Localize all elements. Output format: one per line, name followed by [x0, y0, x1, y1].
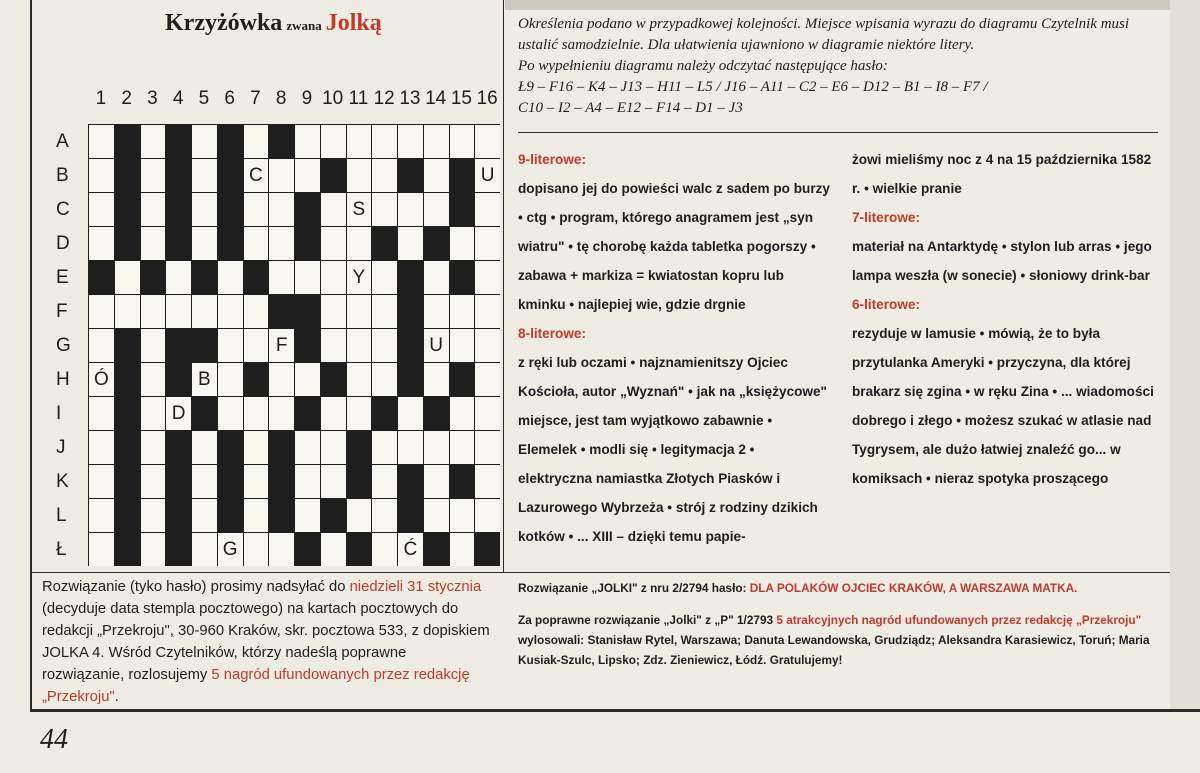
grid-cell-black: [424, 533, 449, 566]
grid-cell: [347, 125, 372, 158]
grid-cell: [398, 431, 423, 464]
grid-cell-black: [115, 465, 140, 498]
grid-cell-black: [115, 397, 140, 430]
grid-cell: [321, 193, 346, 226]
grid-cell-black: [398, 499, 423, 532]
column-label: 7: [250, 88, 261, 109]
column-label: 5: [198, 88, 210, 109]
grid-cell: [372, 329, 397, 362]
grid-cell: [321, 465, 346, 498]
grid-cell-letter: U: [424, 329, 449, 362]
grid-cell: [244, 295, 269, 328]
grid-cell: [218, 261, 243, 294]
grid-cell: [450, 125, 475, 158]
grid-cell: [141, 193, 166, 226]
grid-cell: [244, 227, 269, 260]
clues-7-letter: materiał na Antarktydę • stylon lub arras • jego lampa weszła (w sonecie) • słoniowy drink-bar: [852, 239, 1152, 283]
grid-cell: [475, 363, 500, 396]
grid-cell: [450, 295, 475, 328]
grid-cell-black: [141, 261, 166, 294]
solution-answer: DLA POLAKÓW OJCIEC KRAKÓW, A WARSZAWA MATKA.: [749, 581, 1078, 595]
grid-cell: [450, 499, 475, 532]
intro-line-2: Po wypełnieniu diagramu należy odczytać następujące hasło:: [518, 58, 888, 74]
grid-cell-letter: U: [475, 159, 500, 192]
grid-cell: [398, 125, 423, 158]
deadline: niedzieli 31 stycznia: [349, 579, 482, 595]
grid-cell: [244, 533, 269, 566]
grid-cell: [424, 431, 449, 464]
grid-cell: [347, 363, 372, 396]
grid-cell: [166, 295, 191, 328]
grid-cell-black: [424, 227, 449, 260]
grid-cell: [192, 499, 217, 532]
grid-cell-black: [450, 193, 475, 226]
title-accent: Jolką: [325, 10, 382, 36]
winners-list: wylosowali: Stanisław Rytel, Warszawa; Danuta Lewandowska, Grudziądz; Aleksandra Karasiewicz, Toruń; Maria Kusiak-Szulc, Lipsko; Zdz. Zieniewicz, Łódź. Gratulujemy!: [518, 633, 1150, 667]
clues-column-1: [518, 145, 830, 551]
grid-cell: [89, 465, 114, 498]
grid-cell: [269, 159, 294, 192]
column-label: 13: [399, 88, 421, 109]
grid-cell: [269, 397, 294, 430]
grid-cell: [372, 125, 397, 158]
column-label: 11: [348, 88, 369, 109]
row-label: C: [56, 199, 70, 220]
page-number: 44: [40, 724, 68, 755]
grid-cell-black: [450, 363, 475, 396]
grid-cell: [450, 533, 475, 566]
grid-cell-black: [450, 465, 475, 498]
grid-cell-black: [347, 431, 372, 464]
grid-cell-black: [89, 261, 114, 294]
grid-cell-black: [192, 261, 217, 294]
grid-cell: [295, 431, 320, 464]
grid-cell: [372, 261, 397, 294]
grid-cell-black: [115, 499, 140, 532]
grid-cell: [347, 227, 372, 260]
grid-cell: [347, 397, 372, 430]
grid-cell: [192, 431, 217, 464]
grid-cell-black: [115, 159, 140, 192]
column-label: 3: [147, 88, 158, 109]
grid-cell-black: [192, 397, 217, 430]
grid-cell-black: [398, 363, 423, 396]
grid-cell-black: [398, 465, 423, 498]
grid-cell-black: [115, 431, 140, 464]
grid-cell: [269, 193, 294, 226]
column-label: 6: [224, 88, 235, 109]
grid-cell: [192, 465, 217, 498]
grid-cell-black: [166, 193, 191, 226]
grid-cell-black: [269, 465, 294, 498]
grid-cell-black: [269, 431, 294, 464]
grid-cell: [372, 431, 397, 464]
grid-cell: [475, 465, 500, 498]
grid-cell-letter: D: [166, 397, 191, 430]
grid-cell-letter: F: [269, 329, 294, 362]
grid-cell: [372, 295, 397, 328]
column-label: 4: [172, 88, 184, 109]
grid-cell-black: [115, 125, 140, 158]
grid-cell: [424, 125, 449, 158]
clues-9-letter-continued: żowi mieliśmy noc z 4 na 15 października 1582 r. • wielkie pranie: [852, 152, 1152, 196]
grid-cell: [141, 397, 166, 430]
header-7-letter: 7-literowe:: [852, 210, 920, 225]
grid-cell-black: [398, 329, 423, 362]
grid-cell: [141, 499, 166, 532]
grid-cell: [192, 295, 217, 328]
grid-cell: [141, 363, 166, 396]
grid-cell-black: [192, 329, 217, 362]
grid-cell-black: [166, 125, 191, 158]
solution-label: Rozwiązanie „JOLKI" z nru 2/2794 hasło:: [518, 581, 750, 595]
grid-cell-black: [295, 533, 320, 566]
grid-cell: [295, 499, 320, 532]
crossword-title: [165, 10, 382, 37]
grid-cell: [141, 125, 166, 158]
grid-cell: [424, 159, 449, 192]
grid-cell-black: [475, 533, 500, 566]
instructions-text-1: Rozwiązanie (tyko hasło) prosimy nadsyłać do: [42, 579, 350, 595]
grid-cell-black: [218, 193, 243, 226]
column-label: 1: [95, 88, 107, 109]
row-label: I: [56, 403, 62, 424]
grid-cell: [321, 533, 346, 566]
grid-cell-black: [218, 499, 243, 532]
winners-prize: 5 atrakcyjnych nagród ufundowanych przez redakcję „Przekroju": [776, 613, 1142, 627]
divider-top: [518, 132, 1158, 133]
grid-cell-black: [372, 397, 397, 430]
grid-cell: [244, 431, 269, 464]
instructions-text-3: .: [114, 689, 119, 705]
grid-cell: [89, 159, 114, 192]
grid-cell: [89, 193, 114, 226]
grid-cell-black: [295, 295, 320, 328]
instructions-text-2: (decyduje data stempla pocztowego) na kartach pocztowych do redakcji „Przekroju", 30-960 Kraków, skr. pocztowa 533, z dopiskiem JOLKA 4. Wśród Czytelników, którzy nadeślą poprawne rozwiązanie, rozlosujemy: [42, 601, 490, 683]
intro-line-4: C10 – I2 – A4 – E12 – F14 – D1 – J3: [518, 100, 743, 116]
grid-cell: [347, 329, 372, 362]
grid-cell-black: [166, 363, 191, 396]
grid-cell: [347, 159, 372, 192]
grid-cell-black: [372, 227, 397, 260]
column-label: 12: [373, 88, 395, 109]
grid-cell: [475, 227, 500, 260]
grid-cell: [166, 261, 191, 294]
grid-cell: [141, 159, 166, 192]
grid-cell-black: [218, 431, 243, 464]
grid-cell-black: [218, 159, 243, 192]
prizes-note: 5 nagród ufundowanych przez redakcję „Przekroju": [42, 667, 470, 705]
grid-cell: [192, 159, 217, 192]
grid-cell: [244, 465, 269, 498]
grid-cell: [192, 533, 217, 566]
grid-cell: [475, 295, 500, 328]
grid-cell-black: [218, 125, 243, 158]
row-label: D: [56, 233, 70, 254]
clues-9-letter: dopisano jej do powieści walc z sadem po burzy • ctg • program, którego anagramem jest „syn wiatru" • tę chorobę każda tabletka pogorszy • zabawa + markiza = kwiatostan kopru lub kminku • najlepiej wie, gdzie drgnie: [518, 181, 830, 312]
grid-cell: [347, 295, 372, 328]
grid-cell: [321, 261, 346, 294]
grid-cell: [295, 465, 320, 498]
grid-cell-letter: Ó: [89, 363, 114, 396]
instructions-intro: [518, 14, 1158, 119]
grid-cell: [295, 261, 320, 294]
grid-cell-black: [218, 227, 243, 260]
grid-cell: [244, 397, 269, 430]
grid-cell-black: [166, 465, 191, 498]
row-label: A: [56, 131, 69, 152]
grid-cell-letter: G: [218, 533, 243, 566]
column-label: 2: [121, 88, 132, 109]
grid-cell: [450, 431, 475, 464]
crossword-grid: [88, 124, 500, 566]
column-label: 8: [275, 88, 287, 109]
grid-cell: [295, 363, 320, 396]
grid-cell: [141, 329, 166, 362]
grid-cell-black: [398, 261, 423, 294]
grid-cell-black: [295, 397, 320, 430]
grid-cell: [89, 397, 114, 430]
grid-cell: [372, 363, 397, 396]
winners-line: [518, 610, 1158, 670]
grid-cell: [115, 261, 140, 294]
grid-cell: [89, 431, 114, 464]
row-label: E: [56, 267, 69, 288]
grid-cell-letter: S: [347, 193, 372, 226]
grid-cell: [269, 261, 294, 294]
row-label: Ł: [56, 539, 67, 560]
grid-cell-black: [166, 533, 191, 566]
grid-cell: [218, 397, 243, 430]
grid-cell: [450, 397, 475, 430]
grid-cell: [192, 193, 217, 226]
grid-cell-black: [398, 295, 423, 328]
grid-cell: [269, 227, 294, 260]
grid-cell-black: [115, 533, 140, 566]
row-label: J: [56, 437, 66, 458]
grid-cell-black: [166, 329, 191, 362]
previous-solution: [518, 578, 1158, 670]
grid-cell: [372, 193, 397, 226]
grid-cell: [424, 363, 449, 396]
grid-cell: [89, 295, 114, 328]
grid-cell: [89, 227, 114, 260]
title-main: Krzyżówka: [165, 10, 283, 36]
grid-cell: [424, 465, 449, 498]
grid-cell-black: [295, 227, 320, 260]
grid-cell-black: [166, 159, 191, 192]
header-6-letter: 6-literowe:: [852, 297, 920, 312]
grid-cell: [372, 533, 397, 566]
grid-cell: [218, 329, 243, 362]
grid-cell-black: [115, 363, 140, 396]
submission-instructions: [42, 576, 492, 708]
grid-cell: [244, 125, 269, 158]
grid-cell-black: [269, 295, 294, 328]
row-label: B: [56, 165, 69, 186]
grid-cell-black: [269, 499, 294, 532]
grid-cell: [244, 329, 269, 362]
grid-cell-black: [450, 261, 475, 294]
grid-cell-black: [347, 465, 372, 498]
grid-cell: [372, 159, 397, 192]
grid-cell: [269, 533, 294, 566]
clues-6-letter: rezyduje w lamusie • mówią, że to była przytulanka Ameryki • przyczyna, dla której brakarz się zgina • w ręku Zina • ... wiadomości dobrego i złego • możesz szukać w atlasie nad Tygrysem, ale dużo łatwiej znaleźć go... w komiksach • nieraz spotyka proszącego: [852, 326, 1154, 486]
intro-line-1: Określenia podano w przypadkowej kolejności. Miejsce wpisania wyrazu do diagramu Czytelnik musi ustalić samodzielnie. Dla ułatwienia ujawniono w diagramie niektóre litery.: [518, 16, 1130, 53]
grid-cell: [372, 465, 397, 498]
grid-cell: [475, 499, 500, 532]
grid-cell: [475, 431, 500, 464]
grid-cell: [475, 397, 500, 430]
grid-cell: [475, 329, 500, 362]
header-8-letter: 8-literowe:: [518, 326, 586, 341]
grid-cell-black: [115, 193, 140, 226]
grid-cell-black: [321, 363, 346, 396]
grid-cell-black: [295, 193, 320, 226]
grid-cell: [321, 125, 346, 158]
column-label: 9: [301, 88, 313, 109]
grid-cell-black: [321, 499, 346, 532]
grid-cell: [321, 329, 346, 362]
grid-cell: [89, 329, 114, 362]
grid-cell: [295, 159, 320, 192]
grid-cell: [192, 125, 217, 158]
grid-cell: [321, 227, 346, 260]
row-label: H: [56, 369, 70, 390]
column-label: 10: [322, 88, 344, 109]
grid-cell-black: [244, 261, 269, 294]
header-9-letter: 9-literowe:: [518, 152, 586, 167]
grid-cell: [295, 125, 320, 158]
grid-cell: [141, 533, 166, 566]
grid-cell: [475, 125, 500, 158]
grid-cell: [141, 295, 166, 328]
grid-cell: [244, 193, 269, 226]
grid-cell-black: [269, 125, 294, 158]
grid-cell: [89, 533, 114, 566]
grid-cell-black: [244, 363, 269, 396]
grid-cell: [218, 295, 243, 328]
grid-cell-black: [450, 159, 475, 192]
grid-cell: [141, 465, 166, 498]
grid-cell: [269, 363, 294, 396]
grid-cell: [347, 499, 372, 532]
grid-cell: [424, 261, 449, 294]
grid-cell-letter: Ć: [398, 533, 423, 566]
grid-cell: [475, 261, 500, 294]
grid-cell: [398, 227, 423, 260]
grid-cell-black: [115, 227, 140, 260]
row-label: K: [56, 471, 69, 492]
grid-cell: [89, 125, 114, 158]
grid-cell: [141, 227, 166, 260]
grid-cell: [115, 295, 140, 328]
grid-cell: [321, 431, 346, 464]
intro-line-3: Ł9 – F16 – K4 – J13 – H11 – L5 / J16 – A11 – C2 – E6 – D12 – B1 – I8 – F7 /: [518, 79, 988, 95]
grid-cell: [141, 431, 166, 464]
grid-cell-letter: C: [244, 159, 269, 192]
grid-cell-letter: Y: [347, 261, 372, 294]
clues-8-letter: z ręki lub oczami • najznamienitszy Ojciec Kościoła, autor „Wyznań" • jak na „księżycowe" miejsce, jest tam wyjątkowo zabawnie • Elemelek • modli się • legitymacja 2 • elektryczna namiastka Złotych Piasków i Lazurowego Wybrzeża • strój z rodziny dzikich kotków • ... XIII – dzięki temu papie-: [518, 355, 828, 544]
grid-cell: [398, 193, 423, 226]
grid-cell-black: [295, 329, 320, 362]
grid-cell-black: [115, 329, 140, 362]
grid-cell: [321, 397, 346, 430]
row-label: F: [56, 301, 68, 322]
grid-cell: [450, 329, 475, 362]
row-label: L: [56, 505, 67, 526]
column-label: 15: [450, 88, 472, 109]
grid-cell: [372, 499, 397, 532]
grid-cell: [192, 227, 217, 260]
grid-cell-black: [166, 499, 191, 532]
divider-bottom: [30, 572, 1170, 573]
solution-line: [518, 578, 1158, 598]
grid-cell: [424, 499, 449, 532]
grid-cell: [475, 193, 500, 226]
grid-cell: [398, 397, 423, 430]
grid-cell: [321, 295, 346, 328]
grid-cell-black: [321, 159, 346, 192]
grid-cell-black: [398, 159, 423, 192]
column-label: 16: [476, 88, 498, 109]
grid-cell-black: [347, 533, 372, 566]
grid-cell: [218, 363, 243, 396]
grid-cell: [424, 295, 449, 328]
grid-cell: [450, 227, 475, 260]
grid-cell: [244, 499, 269, 532]
title-mid: zwana: [286, 18, 322, 33]
grid-cell-black: [424, 397, 449, 430]
grid-cell: [89, 499, 114, 532]
row-label: G: [56, 335, 71, 356]
grid-cell-black: [166, 227, 191, 260]
grid-cell-black: [218, 465, 243, 498]
grid-cell-letter: B: [192, 363, 217, 396]
clues-column-2: [852, 145, 1160, 493]
winners-pre: Za poprawne rozwiązanie „Jolki" z „P" 1/2793: [518, 613, 777, 627]
grid-cell-black: [166, 431, 191, 464]
column-label: 14: [425, 88, 447, 109]
grid-cell: [424, 193, 449, 226]
